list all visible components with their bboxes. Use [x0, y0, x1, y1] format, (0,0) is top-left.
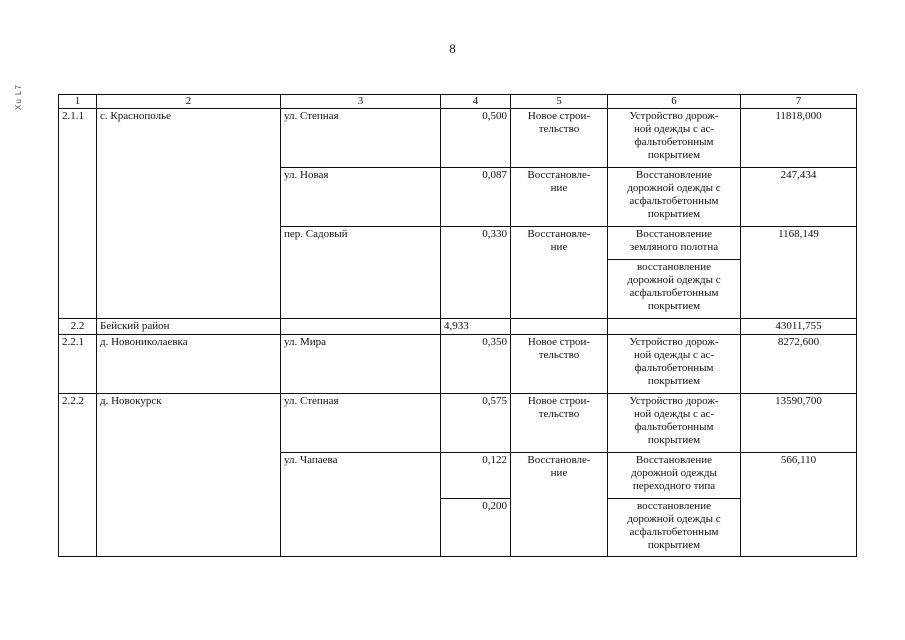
construction-type-cell: Новое строи- тельство — [511, 394, 608, 453]
header-cell: 6 — [608, 95, 741, 109]
street-cell: ул. Степная — [281, 109, 441, 168]
data-table — [58, 94, 857, 557]
cost-cell: 1168,149 — [741, 227, 857, 319]
table-row — [59, 109, 857, 168]
street-cell: ул. Новая — [281, 168, 441, 227]
street-cell: ул. Степная — [281, 394, 441, 453]
cost-cell: 13590,700 — [741, 394, 857, 453]
header-cell: 7 — [741, 95, 857, 109]
cost-cell: 566,110 — [741, 453, 857, 557]
work-cell: Устройство дорож- ной одежды с ас- фальтобетонным покрытием — [608, 394, 741, 453]
table-header-row — [59, 95, 857, 109]
length-cell: 0,350 — [441, 335, 511, 394]
header-cell: 5 — [511, 95, 608, 109]
length-cell: 4,933 — [441, 319, 511, 335]
work-cell: восстановление дорожной одежды с асфальтобетонным покрытием — [608, 499, 741, 557]
work-cell — [608, 319, 741, 335]
header-cell: 3 — [281, 95, 441, 109]
length-cell: 0,087 — [441, 168, 511, 227]
construction-type-cell — [511, 319, 608, 335]
table-row — [59, 335, 857, 394]
construction-type-cell: Новое строи- тельство — [511, 109, 608, 168]
construction-type-cell: Восстановле- ние — [511, 168, 608, 227]
header-cell: 4 — [441, 95, 511, 109]
work-cell: Восстановление дорожной одежды переходного типа — [608, 453, 741, 499]
length-cell: 0,500 — [441, 109, 511, 168]
length-cell: 0,575 — [441, 394, 511, 453]
table-row — [59, 319, 857, 335]
table-row — [59, 394, 857, 453]
page-number: 8 — [449, 41, 456, 56]
street-cell: пер. Садовый — [281, 227, 441, 319]
cost-cell: 11818,000 — [741, 109, 857, 168]
settlement-cell: д. Новокурск — [97, 394, 281, 557]
header-cell: 2 — [97, 95, 281, 109]
settlement-cell: Бейский район — [97, 319, 281, 335]
construction-type-cell: Восстановле- ние — [511, 453, 608, 557]
street-cell: ул. Мира — [281, 335, 441, 394]
margin-note: Xu L7 — [14, 84, 23, 110]
cost-cell: 247,434 — [741, 168, 857, 227]
work-cell: Восстановление земляного полотна — [608, 227, 741, 260]
work-cell: Восстановление дорожной одежды с асфальтобетонным покрытием — [608, 168, 741, 227]
length-cell: 0,122 — [441, 453, 511, 499]
cost-cell: 43011,755 — [741, 319, 857, 335]
work-cell: Устройство дорож- ной одежды с ас- фальтобетонным покрытием — [608, 335, 741, 394]
street-cell — [281, 319, 441, 335]
construction-type-cell: Восстановле- ние — [511, 227, 608, 319]
row-number-cell: 2.1.1 — [59, 109, 97, 319]
cost-cell: 8272,600 — [741, 335, 857, 394]
length-cell: 0,200 — [441, 499, 511, 557]
settlement-cell: с. Краснополье — [97, 109, 281, 319]
row-number-cell: 2.2.2 — [59, 394, 97, 557]
length-cell: 0,330 — [441, 227, 511, 319]
street-cell: ул. Чапаева — [281, 453, 441, 557]
work-cell: восстановление дорожной одежды с асфальтобетонным покрытием — [608, 260, 741, 319]
header-cell: 1 — [59, 95, 97, 109]
row-number-cell: 2.2.1 — [59, 335, 97, 394]
construction-type-cell: Новое строи- тельство — [511, 335, 608, 394]
settlement-cell: д. Новониколаевка — [97, 335, 281, 394]
work-cell: Устройство дорож- ной одежды с ас- фальтобетонным покрытием — [608, 109, 741, 168]
row-number-cell: 2.2 — [59, 319, 97, 335]
